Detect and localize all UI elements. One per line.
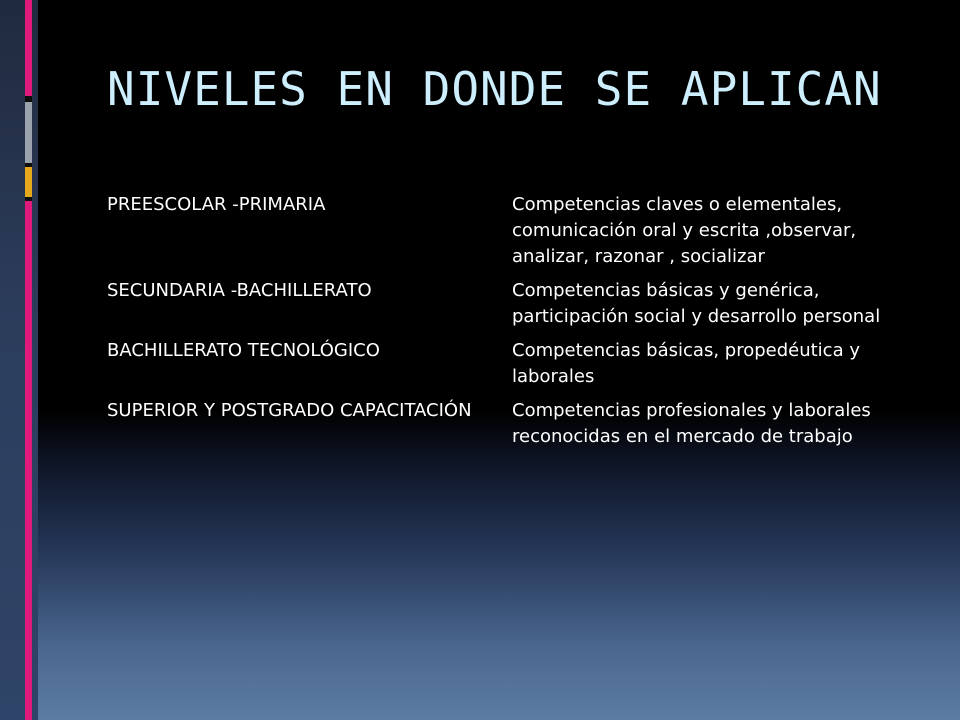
- left-decorative-strip: [0, 0, 38, 720]
- level-label: SECUNDARIA -BACHILLERATO: [107, 280, 372, 301]
- table-row: [107, 278, 937, 330]
- table-row: [107, 398, 937, 450]
- accent-bar-pink-bottom: [25, 201, 32, 720]
- competencies-text: Competencias profesionales y laborales reconocidas en el mercado de trabajo: [512, 400, 871, 447]
- slide-content-area: [38, 0, 960, 720]
- slide-title: NIVELES EN DONDE SE APLICAN: [107, 62, 882, 116]
- level-label: PREESCOLAR -PRIMARIA: [107, 194, 326, 215]
- accent-bar-gray: [25, 102, 32, 163]
- competencies-text: Competencias básicas, propedéutica y laborales: [512, 340, 860, 387]
- competencies-text: Competencias claves o elementales, comunicación oral y escrita ,observar, analizar, razonar , socializar: [512, 194, 857, 267]
- table-row: [107, 192, 937, 270]
- competencies-text: Competencias básicas y genérica, participación social y desarrollo personal: [512, 280, 881, 327]
- table-row: [107, 338, 937, 390]
- accent-bar-pink-top: [25, 0, 32, 96]
- accent-bar-gold: [25, 167, 32, 197]
- level-label: SUPERIOR Y POSTGRADO CAPACITACIÓN: [107, 400, 472, 421]
- levels-table: [107, 192, 937, 458]
- level-label: BACHILLERATO TECNOLÓGICO: [107, 340, 380, 361]
